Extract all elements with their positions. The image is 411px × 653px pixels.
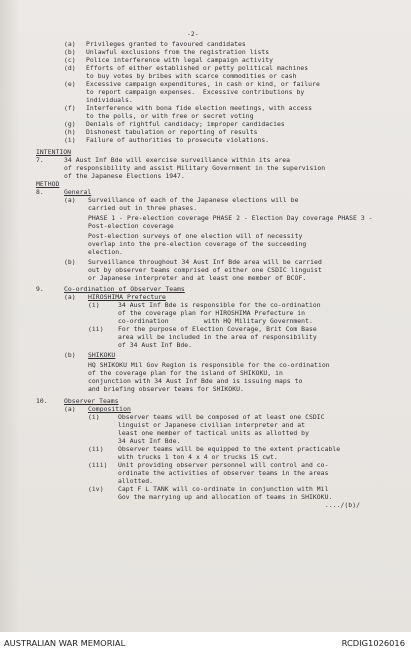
paragraph-9a-i: (i) 34 Aust Inf Bde is responsible for the co-ordination of the coverage plan for HIROSHIMA Prefecture in co-ordination with HQ Military Government. <box>88 301 321 325</box>
paragraph-9a-ii: (ii) For the purpose of Election Coverage, Brit Com Base area will be included in the area of responsibility of 34 Aust Inf Bde. <box>88 325 317 349</box>
paragraph-10a-ii: (ii) Observer teams will be equipped to the extent practicable with trucks 1 ton 4 x 4 or trucks 15 cwt. <box>88 445 341 461</box>
list-item: (c) Police interference with legal campaign activity <box>64 56 274 64</box>
method-heading: METHOD <box>36 180 60 188</box>
paragraph-9b-title: (b) SHIKOKU <box>64 351 116 359</box>
list-item: (a) Privileges granted to favoured candidates <box>64 40 246 48</box>
list-item: (d) Efforts of either established or petty political machines to buy votes by bribes with scarce commodities or cash <box>64 64 309 80</box>
intention-heading: INTENTION <box>36 148 72 156</box>
page-number: -2- <box>187 30 199 38</box>
post-election-note: Post-election surveys of one election will of necessity overlap into the pre-election coverage of the succeeding election. <box>88 232 307 256</box>
paragraph-10a-iv: (iv) Capt F L TANK will co-ordinate in conjunction with Mil Gov the marrying up and allocation of teams in SHIKOKU. <box>88 485 333 501</box>
paragraph-8a: (a) Surveillance of each of the Japanese elections will be carried out in three phases. <box>64 196 299 212</box>
paragraph-8b: (b) Surveillance throughout 34 Aust Inf Bde area will be carried out by observer teams comprised of either one CSDIC linguist or Japanese interpreter and at least one member of BCOF. <box>64 258 322 282</box>
paragraph-10a-title: (a) Composition <box>64 405 131 413</box>
list-item: (g) Denials of rightful candidacy; improper candidacies <box>64 120 285 128</box>
phases-list: PHASE 1 - Pre-election coverage PHASE 2 - Election Day coverage PHASE 3 - Post-election coverage <box>88 214 373 230</box>
violations-list <box>36 40 390 144</box>
document-body <box>36 40 390 509</box>
list-item: (h) Dishonest tabulation or reporting of results <box>64 128 258 136</box>
paragraph-9-title: 9. Co-ordination of Observer Teams <box>36 285 185 293</box>
list-item: (f) Interference with bona fide election meetings, with access to the polls, or with free or secret voting <box>64 104 313 120</box>
paragraph-10a-i: (i) Observer teams will be composed of at least one CSDIC linguist or Japanese civilian interpreter and at least one member of tactical units as allotted by 34 Aust Inf Bde. <box>88 413 325 445</box>
paragraph-9a-title: (a) HIROSHIMA Prefecture <box>64 293 166 301</box>
list-item: (e) Excessive campaign expenditures, in cash or kind, or failure to report campaign expenses. Excessive contributions by individuals. <box>64 80 320 104</box>
paragraph-8-title: 8. General <box>36 188 92 196</box>
list-item: (i) Failure of authorities to prosecute violations. <box>64 136 270 144</box>
footer-id: RCDIG1026016 <box>341 637 405 648</box>
paragraph-7: 7. 34 Aust Inf Bde will exercise surveillance within its area of responsibility and assist Military Government in the supervision of the Japanese Elections 1947. <box>36 156 326 180</box>
paragraph-10a-iii: (iii) Unit providing observer personnel will control and co- ordinate the activities of observer teams in the areas allotted. <box>88 461 329 485</box>
paragraph-10-title: 10. Observer Teams <box>36 397 119 405</box>
paragraph-9b-text: HQ SHIKOKU Mil Gov Region is responsible for the co-ordination of the coverage plan for the island of SHIKOKU, in conjunction with 34 Aust Inf Bde and is issuing maps to and briefing observer teams for SHIKOKU. <box>88 361 330 393</box>
archive-footer <box>0 632 411 653</box>
list-item: (b) Unlawful exclusions from the registration lists <box>64 48 270 56</box>
footer-source: AUSTRALIAN WAR MEMORIAL <box>4 637 126 648</box>
continuation-marker: ..../(b)/ <box>324 501 360 509</box>
